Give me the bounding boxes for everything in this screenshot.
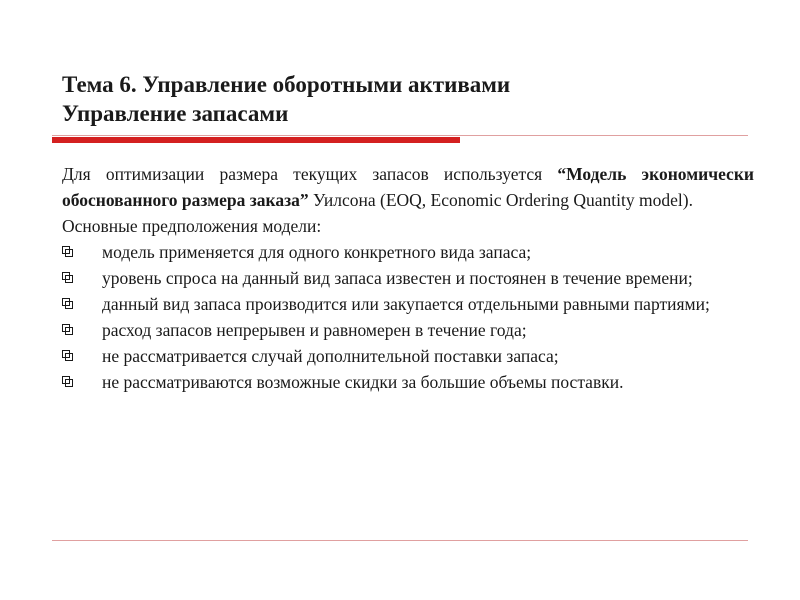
list-item-text: не рассматриваются возможные скидки за большие объемы поставки. (102, 372, 624, 392)
list-item (62, 291, 754, 317)
slide-title-line-1: Тема 6. Управление оборотными активами (62, 72, 511, 97)
square-bullet-icon (62, 376, 73, 387)
slide-body (62, 161, 754, 395)
list-item-text: расход запасов непрерывен и равномерен в течение года; (102, 320, 527, 340)
intro-text-1: Для оптимизации размера текущих запасов используется (62, 164, 558, 184)
intro-text-2: Уилсона (EOQ, Economic Ordering Quantity model). (308, 190, 693, 210)
list-item (62, 265, 754, 291)
list-item-text: уровень спроса на данный вид запаса известен и постоянен в течение времени; (102, 268, 693, 288)
slide-title-line-2: Управление запасами (62, 101, 289, 126)
intro-paragraph (62, 161, 754, 213)
square-bullet-icon (62, 272, 73, 283)
list-item-text: данный вид запаса производится или закупается отдельными равными партиями; (102, 294, 710, 314)
footer-divider (52, 540, 748, 541)
list-item (62, 369, 754, 395)
square-bullet-icon (62, 324, 73, 335)
square-bullet-icon (62, 298, 73, 309)
list-item-text: не рассматривается случай дополнительной поставки запаса; (102, 346, 559, 366)
title-accent-bar (52, 137, 460, 143)
assumptions-heading: Основные предположения модели: (62, 216, 322, 236)
intro-model-name: “Модель экономически обоснованного размера заказа” (62, 164, 754, 210)
list-item (62, 343, 754, 369)
assumptions-list (62, 239, 754, 395)
title-divider (52, 135, 748, 136)
slide-title (62, 70, 752, 128)
list-item (62, 239, 754, 265)
square-bullet-icon (62, 350, 73, 361)
list-item-text: модель применяется для одного конкретного вида запаса; (102, 242, 532, 262)
list-item (62, 317, 754, 343)
square-bullet-icon (62, 246, 73, 257)
